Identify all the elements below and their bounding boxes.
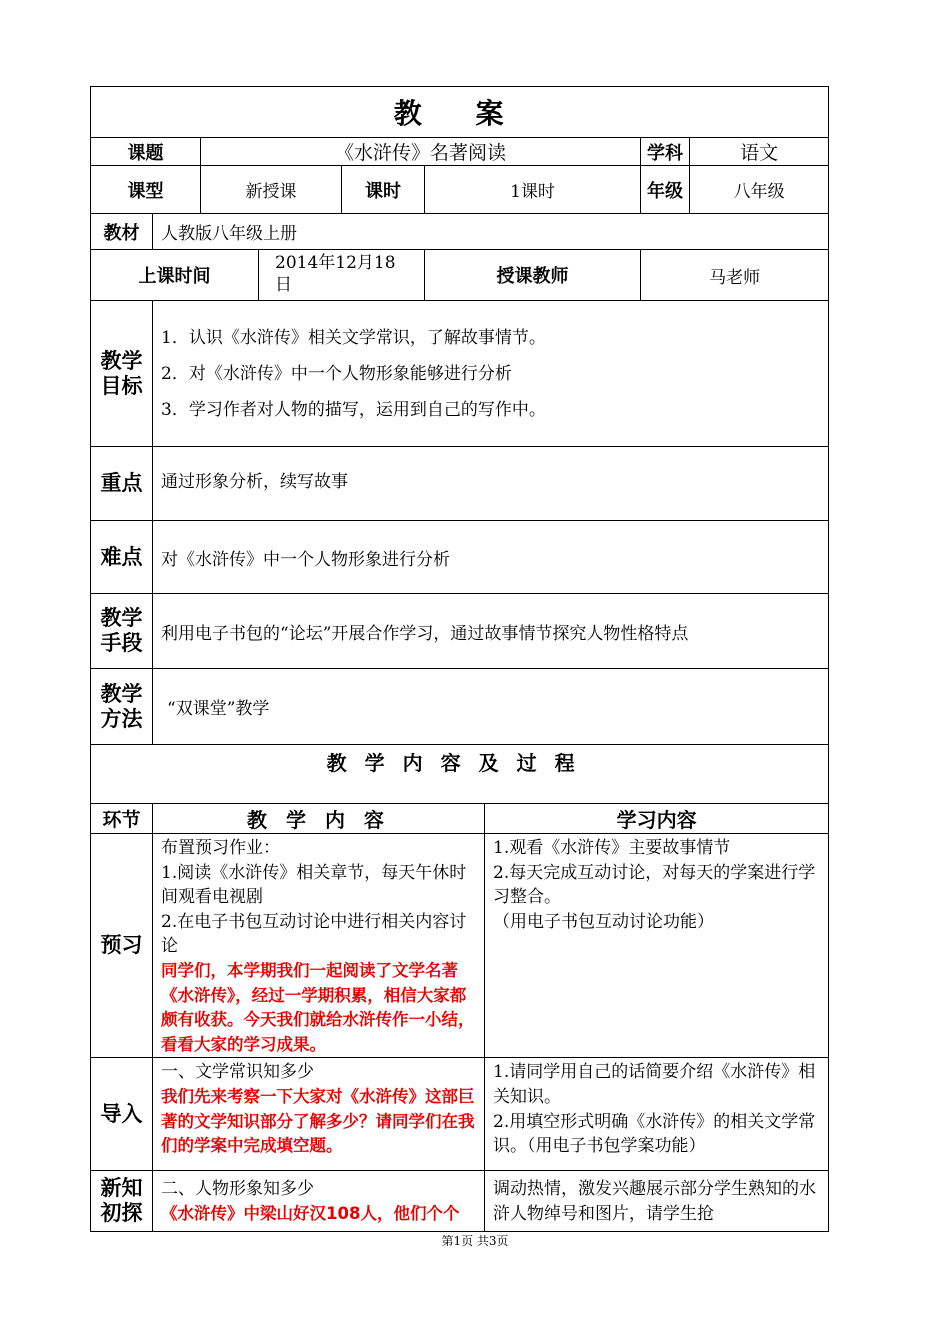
key-point-label: 重点 bbox=[91, 447, 153, 521]
learning-line: 1.观看《水浒传》主要故事情节 bbox=[493, 838, 731, 858]
teaching-line: 2.在电子书包互动讨论中进行相关内容讨论 bbox=[161, 911, 467, 957]
difficulty-value: 对《水浒传》中一个人物形象进行分析 bbox=[153, 521, 829, 594]
teaching-content bbox=[153, 834, 485, 1058]
stage-name: 导入 bbox=[91, 1058, 153, 1171]
subject-label: 学科 bbox=[641, 138, 690, 166]
teaching-content bbox=[153, 1171, 485, 1232]
time-label: 上课时间 bbox=[91, 250, 259, 301]
learning-line: 2.用填空形式明确《水浒传》的相关文学常识。（用电子书包学案功能） bbox=[493, 1111, 816, 1157]
time-value: 2014年12月18日 bbox=[259, 250, 425, 301]
teaching-line: 1.阅读《水浒传》相关章节，每天午休时间观看电视剧 bbox=[161, 862, 467, 908]
goal-item: 3．学习作者对人物的描写，运用到自己的写作中。 bbox=[161, 399, 546, 420]
type-label: 课型 bbox=[91, 166, 201, 214]
teaching-highlight: 我们先来考察一下大家对《水浒传》这部巨著的文学知识部分了解多少？请同学们在我们的学案中完成填空题。 bbox=[161, 1086, 475, 1156]
teacher-label: 授课教师 bbox=[425, 250, 641, 301]
hours-value: 1课时 bbox=[425, 166, 641, 214]
topic-label: 课题 bbox=[91, 138, 201, 166]
lesson-plan bbox=[90, 86, 828, 1232]
section-title: 教学内容及过程 bbox=[91, 745, 829, 804]
teaching-header: 教 学 内 容 bbox=[153, 804, 485, 834]
learning-line: 2.每天完成互动讨论，对每天的学案进行学习整合。 bbox=[493, 862, 816, 908]
teaching-line: 布置预习作业： bbox=[161, 838, 280, 858]
stage-row bbox=[91, 1171, 829, 1232]
means-value: 利用电子书包的“论坛”开展合作学习，通过故事情节探究人物性格特点 bbox=[153, 594, 829, 669]
stage-name: 预习 bbox=[91, 834, 153, 1058]
page-footer: 第1页 共3页 bbox=[441, 1234, 509, 1248]
method-label: 教学方法 bbox=[91, 669, 153, 745]
key-point-value: 通过形象分析，续写故事 bbox=[153, 447, 829, 521]
type-value: 新授课 bbox=[201, 166, 342, 214]
stage-row bbox=[91, 1058, 829, 1171]
stage-header: 环节 bbox=[91, 804, 153, 834]
teaching-highlight: 同学们，本学期我们一起阅读了文学名著《水浒传》，经过一学期积累，相信大家都颇有收获。今天我们就给水浒传作一小结，看看大家的学习成果。 bbox=[161, 960, 475, 1054]
grade-value: 八年级 bbox=[690, 166, 829, 214]
teacher-value: 马老师 bbox=[641, 250, 829, 301]
means-label: 教学手段 bbox=[91, 594, 153, 669]
learning-line: （用电子书包互动讨论功能） bbox=[493, 911, 714, 932]
learning-content bbox=[485, 1171, 829, 1232]
grade-label: 年级 bbox=[641, 166, 690, 214]
topic-value: 《水浒传》名著阅读 bbox=[201, 138, 641, 166]
goal-item: 2．对《水浒传》中一个人物形象能够进行分析 bbox=[161, 363, 512, 384]
goals-list bbox=[153, 301, 829, 447]
goals-label: 教学目标 bbox=[91, 301, 153, 447]
learning-content bbox=[485, 834, 829, 1058]
teaching-line: 一、文学常识知多少 bbox=[161, 1062, 314, 1083]
teaching-highlight: 《水浒传》中梁山好汉108人，他们个个 bbox=[161, 1203, 460, 1223]
learning-content bbox=[485, 1058, 829, 1171]
method-value: “双课堂”教学 bbox=[153, 669, 829, 745]
material-value: 人教版八年级上册 bbox=[153, 214, 829, 250]
difficulty-label: 难点 bbox=[91, 521, 153, 594]
goal-item: 1．认识《水浒传》相关文学常识，了解故事情节。 bbox=[161, 327, 546, 348]
teaching-content bbox=[153, 1058, 485, 1171]
material-label: 教材 bbox=[91, 214, 153, 250]
stage-name: 新知初探 bbox=[91, 1171, 153, 1232]
subject-value: 语文 bbox=[690, 138, 829, 166]
learning-header: 学习内容 bbox=[485, 804, 829, 834]
learning-line: 调动热情，激发兴趣展示部分学生熟知的水浒人物绰号和图片，请学生抢 bbox=[493, 1179, 816, 1224]
document-title: 教 案 bbox=[91, 87, 829, 138]
teaching-line: 二、人物形象知多少 bbox=[161, 1179, 314, 1200]
lesson-plan-table bbox=[90, 86, 829, 1232]
stage-row bbox=[91, 834, 829, 1058]
hours-label: 课时 bbox=[342, 166, 425, 214]
learning-line: 1.请同学用自己的话简要介绍《水浒传》相关知识。 bbox=[493, 1062, 816, 1107]
